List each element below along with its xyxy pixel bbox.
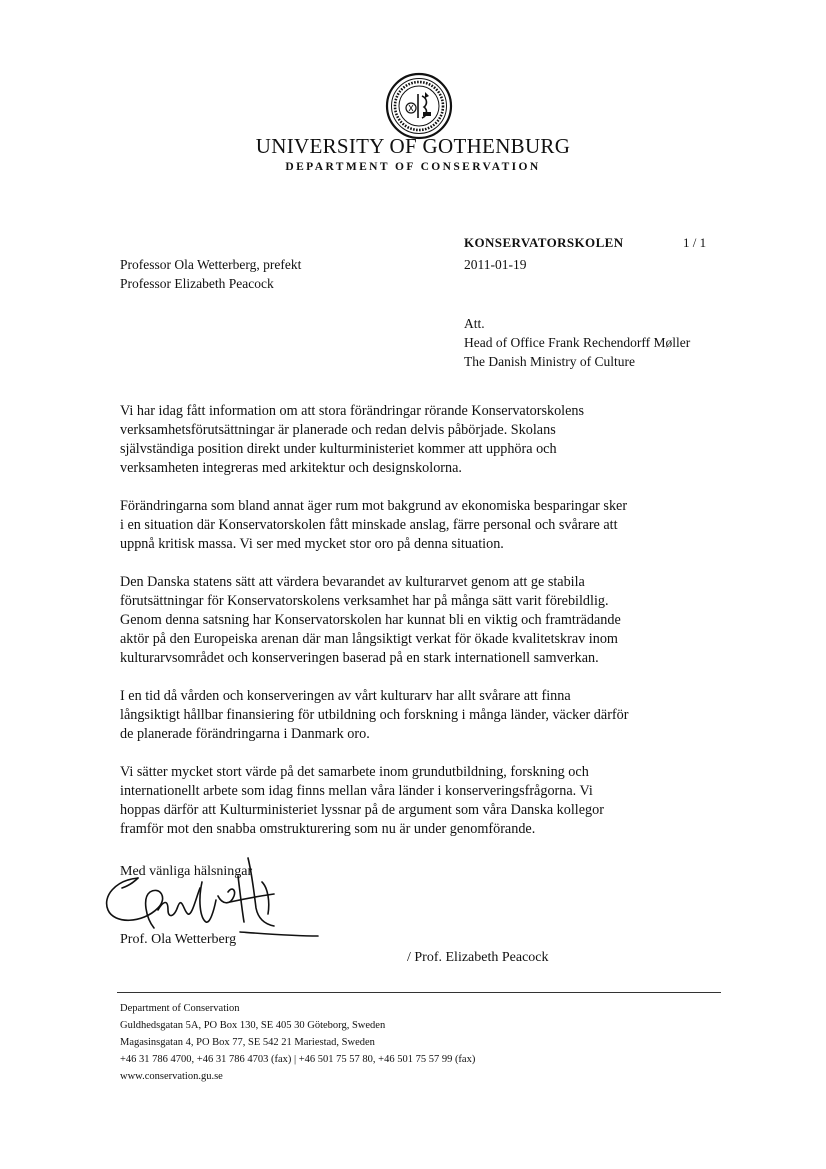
footer-line: Magasinsgatan 4, PO Box 77, SE 542 21 Mariestad, Sweden [120, 1037, 375, 1048]
handwritten-signature [98, 852, 328, 944]
university-name: UNIVERSITY OF GOTHENBURG [255, 134, 571, 158]
footer-line: Department of Conservation [120, 1003, 240, 1014]
page-number: 1 / 1 [683, 235, 707, 250]
letter-body [120, 402, 720, 858]
recipient-line: The Danish Ministry of Culture [464, 354, 635, 369]
sender-line: Professor Elizabeth Peacock [120, 276, 274, 291]
body-line: i en situation där Konservatorskolen fått minskade anslag, färre personal och svårare att [120, 517, 618, 533]
university-seal-icon [385, 72, 453, 140]
body-line: verksamhetsförutsättningar är planerade och redan delvis påbörjade. Skolans [120, 422, 556, 438]
body-line: Förändringarna som bland annat äger rum mot bakgrund av ekonomiska besparingar sker [120, 498, 628, 514]
closing-greeting: Med vänliga hälsningar [120, 864, 253, 879]
footer-line: +46 31 786 4700, +46 31 786 4703 (fax) | +46 501 75 57 80, +46 501 75 57 99 (fax) [120, 1054, 476, 1065]
footer-link[interactable]: www.conservation.gu.se [120, 1071, 223, 1082]
body-paragraph [120, 573, 720, 668]
body-line: Genom denna satsning har Konservatorskolen har kunnat bli en viktig och framträdande [120, 612, 621, 628]
body-line: aktör på den Europeiska arenan där man långsiktigt verkat för ökade kvalitetskrav inom [120, 631, 618, 647]
body-line: långsiktigt hållbar finansiering för utbildning och forskning i många länder, väcker därför [120, 707, 629, 723]
body-line: verksamheten integreras med arkitektur och designskolorna. [120, 460, 462, 476]
department-name: DEPARTMENT OF CONSERVATION [285, 161, 541, 173]
recipient-line: Head of Office Frank Rechendorff Møller [464, 335, 691, 350]
signer-name-2: / Prof. Elizabeth Peacock [407, 950, 549, 965]
body-line: I en tid då vården och konserveringen av vårt kulturarv har allt svårare att finna [120, 688, 571, 704]
body-line: hoppas därför att Kulturministeriet lyssnar på de argument som våra Danska kollegor [120, 802, 604, 818]
body-line: kulturarvsområdet och konserveringen baserad på en stark internationell samverkan. [120, 650, 599, 666]
body-line: Vi har idag fått information om att stora förändringar rörande Konservatorskolens [120, 403, 585, 419]
body-line: självständiga position direkt under kulturministeriet kommer att upphöra och [120, 441, 557, 457]
recipient-block [464, 314, 690, 371]
body-line: Den Danska statens sätt att värdera bevarandet av kulturarvet genom att ge stabila [120, 574, 585, 590]
school-name: KONSERVATORSKOLEN [464, 235, 624, 250]
body-paragraph [120, 402, 720, 478]
body-line: förutsättningar för Konservatorskolens verksamhet har på många sätt varit förebildlig. [120, 593, 609, 609]
body-line: framför mot den snabba omstrukturering som nu är under genomförande. [120, 821, 536, 837]
body-paragraph [120, 497, 720, 554]
sender-line: Professor Ola Wetterberg, prefekt [120, 257, 302, 272]
body-paragraph [120, 687, 720, 744]
body-paragraph [120, 763, 720, 839]
body-line: uppnå kritisk massa. Vi ser med mycket stor oro på denna situation. [120, 536, 504, 552]
footer-line: Guldhedsgatan 5A, PO Box 130, SE 405 30 Göteborg, Sweden [120, 1020, 386, 1031]
footer-address [120, 1000, 475, 1085]
sender-block [120, 255, 301, 293]
letter-date: 2011-01-19 [464, 257, 527, 272]
body-line: internationellt arbete som idag finns mellan våra länder i konserveringsfrågorna. Vi [120, 783, 593, 799]
footer-divider [117, 992, 721, 993]
body-line: Vi sätter mycket stort värde på det samarbete inom grundutbildning, forskning och [120, 764, 589, 780]
body-line: de planerade förändringarna i Danmark oro. [120, 726, 370, 742]
signer-name-1: Prof. Ola Wetterberg [120, 932, 237, 947]
recipient-line: Att. [464, 316, 485, 331]
